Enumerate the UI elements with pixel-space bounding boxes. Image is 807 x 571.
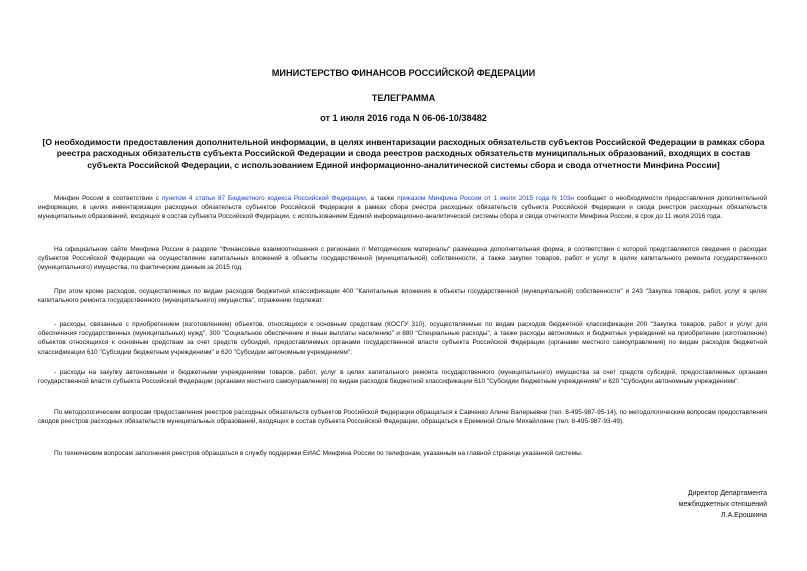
paragraph-4: - расходы, связанные с приобретением (изготовлением) объектов, относящихся к основным средствам (КОСГУ 310), осуществляемые по видам расходов бюджетной классификации 200 "Закупка товаров, работ и услуг для обеспечения государственных (муниципальных) нужд", 300 "Социальное обеспечение и иные выплаты населению" и 880 "Специальные расходы", а также расходы автономных и бюджетных учреждений на приобретение (изготовление) объектов относящихся к основным средствам за счет средств субсидий, предоставляемых органами государственной власти субъекта Российской Федерации (органами местного самоуправления) по видам расходов бюджетной классификации 610 "Субсидии бюджетным учреждениям" и 620 "Субсидии автономным учреждениям"; bbox=[38, 321, 767, 356]
order-103n-link[interactable]: приказом Минфина России от 1 июля 2015 года N 103н bbox=[397, 195, 575, 202]
signature-name: Л.А.Ерошкина bbox=[721, 512, 767, 519]
paragraph-2: На официальном сайте Минфина России в разделе "Финансовые взаимоотношения с регионами // Методические материалы" размещена дополнительная форма, в соответствии с которой представляются сведения о расходах субъектов Российской Федерации на осуществление капитальных вложений в объекты государственной (муниципальной) собственности, а также закупки товаров, работ и услуг в целях капитального ремонта государственного (муниципального) имущества, по фактическим данным за 2015 год. bbox=[38, 246, 767, 272]
p1-text-a: Минфин России в соответствии с bbox=[54, 195, 162, 202]
paragraph-6: По методологическим вопросам предоставления реестров расходных обязательств субъектов Российской Федерации обращаться к Савченко Алине Валерьевне (тел. 8-495-987-95-14), по методологическим вопросам предоставления сводов реестров расходных обязательств муниципальных образований, входящих в состав субъекта Российской Федерации, обращаться к Ереминой Ольге Михайловне (тел. 8-495-987-93-49). bbox=[38, 409, 767, 426]
p1-text-c: сообщает о необходимости предоставления дополнительной информации, в целях инвентаризации расходных обязательств субъектов Российской Федерации в рамках сбора реестра расходных обязательств субъекта Российской Федерации и свода реестров расходных обязательств муниципальных образований, входящих в состав субъекта Российской Федерации, с использованием Единой информационно-аналитической системы сбора и свода отчетности Минфина России, в срок до 11 июля 2016 года. bbox=[38, 195, 767, 221]
paragraph-7: По техническим вопросам заполнения реестров обращаться в службу поддержки ЕИАС Минфина России по телефонам, указанным на главной странице указанной системы. bbox=[54, 450, 583, 457]
paragraph-5: - расходы на закупку автономными и бюджетными учреждениями товаров, работ, услуг в целях капитального ремонта государственного (муниципального) имущества за счет средств субсидий, предоставляемых органами государственной власти субъекта Российской Федерации (органами местного самоуправления) по видам расходов бюджетной классификации 610 "Субсидии бюджетным учреждениям" и 620 "Субсидии автономным учреждениям". bbox=[38, 369, 767, 386]
budget-code-link[interactable]: пунктом 4 статьи 87 Бюджетного кодекса Российской Федерации bbox=[161, 195, 366, 202]
ministry-heading: МИНИСТЕРСТВО ФИНАНСОВ РОССИЙСКОЙ ФЕДЕРАЦИИ bbox=[271, 68, 536, 78]
document-type: ТЕЛЕГРАММА bbox=[371, 93, 436, 103]
signature-department: межбюджетных отношений bbox=[678, 501, 767, 508]
document-title: [О необходимости предоставления дополнительной информации, в целях инвентаризации расходных обязательств субъектов Российской Федерации в рамках сбора реестра расходных обязательств субъекта Российской Федерации и свода реестров расходных обязательств муниципальных образований, входящих в состав субъекта Российской Федерации, с использованием Единой информационно-аналитической системы сбора и свода отчетности Минфина России] bbox=[42, 137, 765, 170]
document-date-number: от 1 июля 2016 года N 06-06-10/38482 bbox=[320, 113, 487, 123]
paragraph-1 bbox=[38, 194, 767, 222]
signature-position: Директор Департамента bbox=[687, 490, 767, 497]
p1-text-b: , а также bbox=[365, 195, 398, 202]
paragraph-3: При этом кроме расходов, осуществляемых по видам расходов бюджетной классификации 400 "Капитальные вложения в объекты государственной (муниципальной) собственности" и 243 "Закупка товаров, работ, услуг в целях капитального ремонта государственного (муниципального) имущества", отражению подлежат: bbox=[38, 288, 767, 305]
